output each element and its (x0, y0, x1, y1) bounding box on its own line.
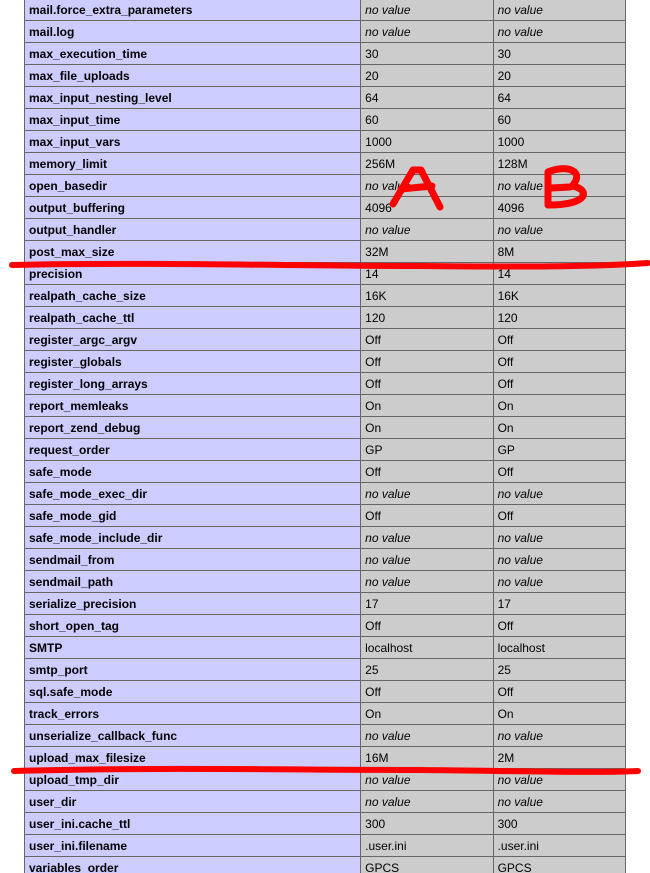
directive-name: SMTP (25, 637, 361, 659)
directive-name: upload_tmp_dir (25, 769, 361, 791)
master-value: 128M (493, 153, 625, 175)
table-row (25, 43, 626, 65)
table-row (25, 637, 626, 659)
master-value: On (493, 395, 625, 417)
master-value: 120 (493, 307, 625, 329)
directive-name: serialize_precision (25, 593, 361, 615)
directive-name: safe_mode_gid (25, 505, 361, 527)
directive-name: unserialize_callback_func (25, 725, 361, 747)
master-value: no value (493, 527, 625, 549)
table-row (25, 571, 626, 593)
local-value: 25 (361, 659, 493, 681)
directive-name: output_buffering (25, 197, 361, 219)
directive-name: register_argc_argv (25, 329, 361, 351)
master-value: Off (493, 505, 625, 527)
table-row (25, 527, 626, 549)
table-row (25, 835, 626, 857)
master-value: 14 (493, 263, 625, 285)
table-row (25, 219, 626, 241)
local-value: 60 (361, 109, 493, 131)
directive-name: sql.safe_mode (25, 681, 361, 703)
local-value: 17 (361, 593, 493, 615)
table-row (25, 505, 626, 527)
master-value: On (493, 417, 625, 439)
directive-name: user_dir (25, 791, 361, 813)
local-value: Off (361, 615, 493, 637)
table-row (25, 285, 626, 307)
local-value: 4096 (361, 197, 493, 219)
master-value: no value (493, 219, 625, 241)
table-row (25, 549, 626, 571)
directive-name: register_globals (25, 351, 361, 373)
local-value: GP (361, 439, 493, 461)
master-value: no value (493, 769, 625, 791)
directive-name: post_max_size (25, 241, 361, 263)
local-value: 20 (361, 65, 493, 87)
local-value: 256M (361, 153, 493, 175)
local-value: no value (361, 769, 493, 791)
master-value: 25 (493, 659, 625, 681)
master-value: Off (493, 615, 625, 637)
local-value: 64 (361, 87, 493, 109)
master-value: 8M (493, 241, 625, 263)
directive-name: request_order (25, 439, 361, 461)
directive-name: user_ini.filename (25, 835, 361, 857)
directive-name: mail.force_extra_parameters (25, 0, 361, 21)
local-value: 120 (361, 307, 493, 329)
directive-name: sendmail_from (25, 549, 361, 571)
table-row (25, 769, 626, 791)
local-value: 16M (361, 747, 493, 769)
directive-name: open_basedir (25, 175, 361, 197)
table-row (25, 725, 626, 747)
table-row (25, 791, 626, 813)
local-value: Off (361, 373, 493, 395)
table-row (25, 197, 626, 219)
local-value: On (361, 703, 493, 725)
local-value: no value (361, 725, 493, 747)
local-value: no value (361, 527, 493, 549)
directive-name: register_long_arrays (25, 373, 361, 395)
master-value: Off (493, 329, 625, 351)
master-value: 2M (493, 747, 625, 769)
directive-name: max_input_vars (25, 131, 361, 153)
table-row (25, 307, 626, 329)
table-row (25, 329, 626, 351)
directive-name: max_file_uploads (25, 65, 361, 87)
master-value: 64 (493, 87, 625, 109)
php-config-table (24, 0, 626, 873)
table-row (25, 813, 626, 835)
directive-name: safe_mode_include_dir (25, 527, 361, 549)
master-value: 60 (493, 109, 625, 131)
directive-name: report_zend_debug (25, 417, 361, 439)
master-value: no value (493, 571, 625, 593)
table-row (25, 439, 626, 461)
local-value: .user.ini (361, 835, 493, 857)
local-value: no value (361, 549, 493, 571)
table-row (25, 681, 626, 703)
table-row (25, 175, 626, 197)
local-value: no value (361, 21, 493, 43)
local-value: Off (361, 505, 493, 527)
table-row (25, 857, 626, 873)
local-value: no value (361, 175, 493, 197)
directive-name: sendmail_path (25, 571, 361, 593)
master-value: On (493, 703, 625, 725)
local-value: 16K (361, 285, 493, 307)
master-value: 17 (493, 593, 625, 615)
local-value: no value (361, 219, 493, 241)
local-value: Off (361, 681, 493, 703)
master-value: no value (493, 21, 625, 43)
table-row (25, 483, 626, 505)
local-value: On (361, 395, 493, 417)
table-row (25, 241, 626, 263)
directive-name: realpath_cache_size (25, 285, 361, 307)
directive-name: report_memleaks (25, 395, 361, 417)
table-row (25, 351, 626, 373)
local-value: localhost (361, 637, 493, 659)
table-row (25, 417, 626, 439)
master-value: Off (493, 681, 625, 703)
master-value: GPCS (493, 857, 625, 873)
directive-name: safe_mode (25, 461, 361, 483)
master-value: 300 (493, 813, 625, 835)
table-row (25, 131, 626, 153)
directive-name: precision (25, 263, 361, 285)
master-value: localhost (493, 637, 625, 659)
local-value: no value (361, 791, 493, 813)
master-value: 30 (493, 43, 625, 65)
local-value: 30 (361, 43, 493, 65)
local-value: Off (361, 461, 493, 483)
table-row (25, 373, 626, 395)
table-row (25, 703, 626, 725)
directive-name: short_open_tag (25, 615, 361, 637)
table-row (25, 615, 626, 637)
directive-name: max_input_nesting_level (25, 87, 361, 109)
local-value: 1000 (361, 131, 493, 153)
master-value: 1000 (493, 131, 625, 153)
master-value: no value (493, 549, 625, 571)
master-value: GP (493, 439, 625, 461)
directive-name: track_errors (25, 703, 361, 725)
master-value: no value (493, 725, 625, 747)
local-value: 14 (361, 263, 493, 285)
local-value: no value (361, 483, 493, 505)
local-value: Off (361, 329, 493, 351)
master-value: no value (493, 175, 625, 197)
master-value: Off (493, 373, 625, 395)
directive-name: smtp_port (25, 659, 361, 681)
directive-name: safe_mode_exec_dir (25, 483, 361, 505)
table-row (25, 461, 626, 483)
master-value: Off (493, 461, 625, 483)
table-row (25, 109, 626, 131)
local-value: 32M (361, 241, 493, 263)
directive-name: max_input_time (25, 109, 361, 131)
directive-name: output_handler (25, 219, 361, 241)
table-row (25, 0, 626, 21)
table-row (25, 593, 626, 615)
master-value: 16K (493, 285, 625, 307)
directive-name: upload_max_filesize (25, 747, 361, 769)
directive-name: memory_limit (25, 153, 361, 175)
directive-name: max_execution_time (25, 43, 361, 65)
master-value: no value (493, 791, 625, 813)
table-row (25, 263, 626, 285)
table-row (25, 395, 626, 417)
table-row (25, 65, 626, 87)
master-value: no value (493, 0, 625, 21)
master-value: 20 (493, 65, 625, 87)
master-value: .user.ini (493, 835, 625, 857)
local-value: no value (361, 0, 493, 21)
local-value: GPCS (361, 857, 493, 873)
directive-name: user_ini.cache_ttl (25, 813, 361, 835)
local-value: 300 (361, 813, 493, 835)
table-row (25, 87, 626, 109)
directive-name: realpath_cache_ttl (25, 307, 361, 329)
table-row (25, 153, 626, 175)
table-row (25, 747, 626, 769)
local-value: On (361, 417, 493, 439)
master-value: 4096 (493, 197, 625, 219)
master-value: Off (493, 351, 625, 373)
directive-name: mail.log (25, 21, 361, 43)
table-row (25, 659, 626, 681)
local-value: Off (361, 351, 493, 373)
table-row (25, 21, 626, 43)
master-value: no value (493, 483, 625, 505)
local-value: no value (361, 571, 493, 593)
directive-name: variables_order (25, 857, 361, 873)
config-table-body (25, 0, 626, 873)
